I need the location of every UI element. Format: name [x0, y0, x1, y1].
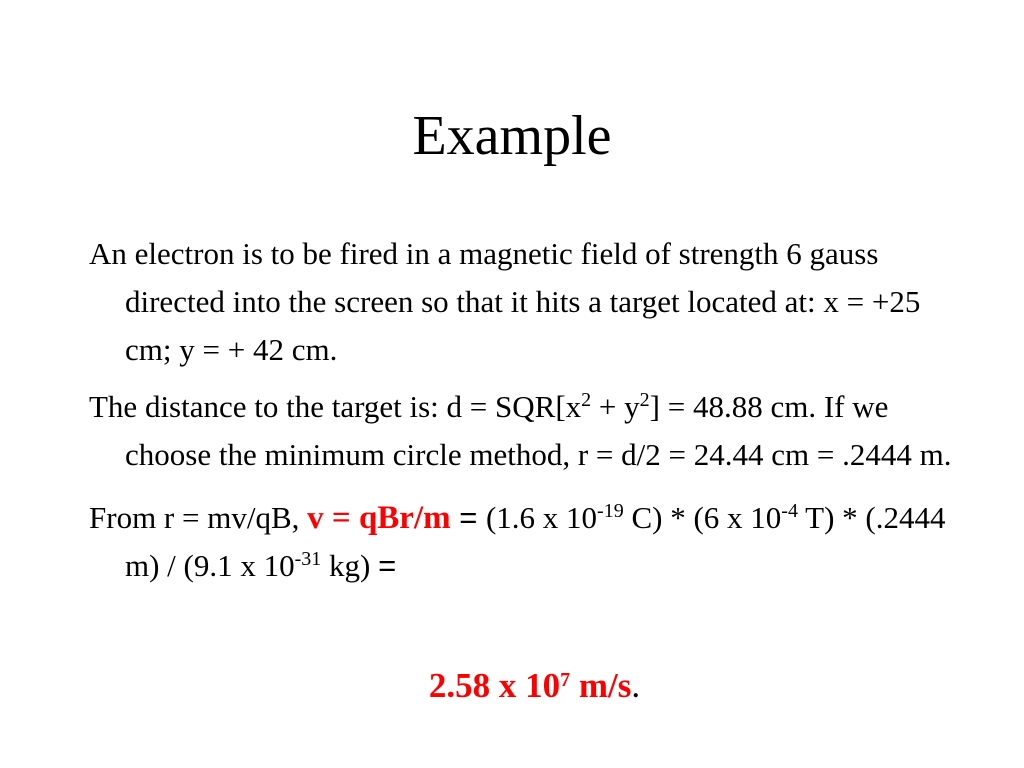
- distance-text-b: + y: [591, 389, 640, 424]
- paragraph-problem-statement: An electron is to be fired in a magnetic field of strength 6 gauss directed into the screen so that it hits a target located at: x = +25 cm; y = + 42 cm.: [89, 236, 921, 367]
- result-line: [0, 660, 1024, 712]
- velocity-formula: v = qBr/m: [307, 500, 451, 536]
- result-value: 2.58 x 10: [428, 666, 561, 705]
- slide-body: [89, 230, 959, 590]
- superscript-mass-exponent: -31: [294, 548, 322, 570]
- velocity-text-b: (1.6 x 10: [485, 500, 598, 535]
- result-exponent: 7: [560, 669, 571, 691]
- paragraph-velocity: [89, 494, 959, 590]
- equals-sign-final: =: [378, 548, 397, 583]
- velocity-text-c: C) * (6 x 10: [623, 500, 782, 535]
- result-unit: m/s: [570, 666, 632, 705]
- distance-text-a: The distance to the target is: d = SQR[x: [89, 389, 582, 424]
- paragraph-distance: [89, 383, 959, 479]
- slide-title: Example: [412, 105, 612, 167]
- velocity-text-e: kg): [321, 548, 379, 583]
- velocity-text-d: T) * (.2444 m) / (9.1 x 10: [125, 500, 946, 583]
- equals-sign: =: [450, 500, 486, 535]
- distance-text-c: ] = 48.88 cm. If we choose the minimum circle method, r = d/2 = 24.44 cm = .2444 m.: [125, 389, 952, 472]
- superscript-y-squared: 2: [639, 389, 650, 411]
- result-period: .: [631, 666, 641, 705]
- velocity-text-a: From r = mv/qB,: [89, 500, 308, 535]
- superscript-charge-exponent: -19: [597, 500, 624, 522]
- superscript-field-exponent: -4: [781, 500, 798, 522]
- superscript-x-squared: 2: [581, 389, 592, 411]
